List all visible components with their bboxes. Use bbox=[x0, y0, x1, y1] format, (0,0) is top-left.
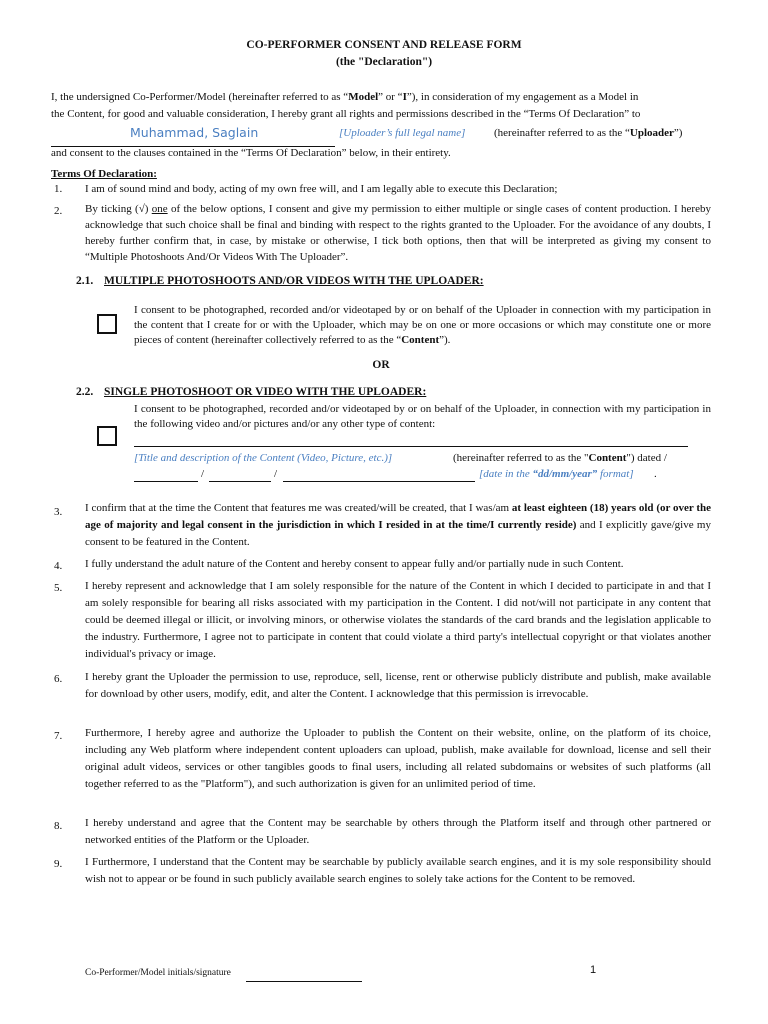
clause-8-text: I hereby understand and agree that the Content may be searchable by others through the Platform itself and through other partnered or networked entities of the Platform or the Uploader. bbox=[85, 817, 711, 846]
clause-3-text-a: I confirm that at the time the Content that features me was created/will be created, that I was/am bbox=[85, 502, 512, 514]
form-subtitle: (the "Declaration") bbox=[335, 56, 433, 68]
section-2-2-title: SINGLE PHOTOSHOOT OR VIDEO WITH THE UPLOADER: bbox=[104, 386, 427, 398]
clause-6-text: I hereby grant the Uploader the permission to use, reproduce, sell, license, rent or otherwise publicly distribute and publish, make available for download by other users, modify, edit, and alter the Content. I acknowledge that this permission is irrevocable. bbox=[85, 671, 711, 700]
uploader-name-field[interactable]: Muhammad, Saglain bbox=[130, 125, 259, 140]
clause-4-text: I fully understand the adult nature of the Content and hereby consent to appear fully and/or partially nude in such Content. bbox=[85, 558, 624, 570]
clause-2-text bbox=[85, 201, 711, 265]
uploader-term: Uploader bbox=[629, 127, 674, 139]
intro-line-2: the Content, for good and valuable consideration, I hereby grant all rights and permissions described in the “Terms Of Declaration” to bbox=[51, 108, 641, 120]
clause-7-number: 7. bbox=[54, 730, 63, 742]
clause-7-text: Furthermore, I hereby agree and authorize the Uploader to publish the Content on their website, online, on the platform of its choice, including any Web platform where independent content uploaders can upload, publish, make available for download, license and sell their original adult videos, services or other tangibles goods to final users, including all related subdomains or websites of such platforms (all together referred to as the "Platform"), and such authorization is given for an unlimited period of time. bbox=[85, 727, 711, 790]
clause-3-text-b: and I explicitly gave/give my consent to be featured in the Content. bbox=[85, 519, 711, 548]
initials-signature-line[interactable] bbox=[246, 981, 362, 982]
clause-2-one: one bbox=[151, 203, 168, 215]
clause-8-number: 8. bbox=[54, 820, 63, 832]
date-hint-a: [date in the bbox=[479, 468, 533, 480]
clause-5-text: I hereby represent and acknowledge that I am solely responsible for the nature of the Content in which I decided to participate in and that I am solely responsible for bearing all risks associated with my participation in the Content. I did not/will not participate in any content that could be deemed illegal or illicit, or involving minors, or otherwise violates the standards of the card brands and the legislation applicable to the industry. Furthermore, I agree not to participate in content that could violate a third party's intellectual copyright or that violates another individual's privacy or image. bbox=[85, 580, 711, 660]
intro-line-1 bbox=[51, 89, 711, 106]
section-2-1-text-b: ”). bbox=[439, 334, 451, 346]
intro-text: (hereinafter referred to as the “ bbox=[494, 127, 630, 139]
clause-5-number: 5. bbox=[54, 582, 63, 594]
date-hint-c: format] bbox=[597, 468, 634, 480]
section-2-1-text bbox=[134, 303, 711, 348]
form-title: CO-PERFORMER CONSENT AND RELEASE FORM bbox=[246, 39, 522, 51]
clause-9-text: I Furthermore, I understand that the Content may be searchable by publicly available search engines, and it is my sole responsibility should wish not to appear or be found in such publicly available search engines to solely take actions for the Content to be removed. bbox=[85, 856, 711, 885]
uploader-name-hint: [Uploader’s full legal name] bbox=[339, 127, 466, 139]
page-number: 1 bbox=[590, 964, 597, 976]
date-year-line[interactable] bbox=[283, 481, 475, 482]
intro-text: I, the undersigned Co-Performer/Model (hereinafter referred to as “ bbox=[51, 91, 349, 103]
clause-2-number: 2. bbox=[54, 205, 63, 217]
clause-3-number: 3. bbox=[54, 506, 63, 518]
clause-3-text bbox=[85, 500, 711, 551]
clause-3-age-statement: at least eighteen (18) years old (or over the age of majority and legal consent in the jurisdiction in which I resided in at the time/I currently reside) bbox=[85, 502, 711, 531]
content-term: Content bbox=[401, 334, 440, 346]
intro-line-4: and consent to the clauses contained in the “Terms Of Declaration” below, in their entirety. bbox=[51, 147, 451, 159]
date-format-hint bbox=[479, 466, 634, 483]
date-month-line[interactable] bbox=[209, 481, 271, 482]
clause-1-text: I am of sound mind and body, acting of my own free will, and I am legally able to execute this Declaration; bbox=[85, 183, 558, 195]
clause-9-number: 9. bbox=[54, 858, 63, 870]
i-term: I bbox=[402, 91, 407, 103]
content-term: Content bbox=[588, 452, 627, 464]
content-description-hint: [Title and description of the Content (Video, Picture, etc.)] bbox=[134, 452, 393, 464]
clause-1-number: 1. bbox=[54, 183, 63, 195]
section-2-1-number: 2.1. bbox=[76, 275, 94, 287]
clause-2-text-a: By ticking (√) bbox=[85, 203, 149, 215]
date-slash-2: / bbox=[274, 468, 278, 480]
section-2-2-text-c: ") dated / bbox=[626, 452, 667, 464]
section-2-1-title: MULTIPLE PHOTOSHOOTS AND/OR VIDEOS WITH THE UPLOADER: bbox=[104, 275, 484, 287]
date-period: . bbox=[654, 468, 657, 480]
terms-heading: Terms Of Declaration: bbox=[51, 168, 157, 180]
clause-4-number: 4. bbox=[54, 560, 63, 572]
model-term: Model bbox=[348, 91, 379, 103]
section-2-2-number: 2.2. bbox=[76, 386, 94, 398]
content-description-line[interactable] bbox=[134, 446, 688, 447]
intro-text: ”) bbox=[673, 127, 683, 139]
multiple-content-checkbox[interactable] bbox=[97, 314, 117, 334]
date-slash-1: / bbox=[201, 468, 205, 480]
section-2-2-text-b-part: (hereinafter referred to as the " bbox=[453, 452, 589, 464]
single-content-checkbox[interactable] bbox=[97, 426, 117, 446]
or-separator: OR bbox=[372, 359, 390, 371]
date-day-line[interactable] bbox=[134, 481, 198, 482]
intro-text: ” or “ bbox=[378, 91, 403, 103]
section-2-1-text-a: I consent to be photographed, recorded and/or videotaped by or on behalf of the Uploader in connection with my participation in the content that I create for or with the Uploader, which may be on one or more occasions or which may constitute one or more pieces of content (hereinafter collectively referred to as the “ bbox=[134, 304, 711, 346]
date-hint-b: “dd/mm/year” bbox=[532, 468, 598, 480]
section-2-2-text: I consent to be photographed, recorded and/or videotaped by or on behalf of the Uploader, in connection with my participation in the following video and/or pictures and/or any other type of content: bbox=[134, 403, 711, 430]
intro-text: ”), in consideration of my engagement as a Model in bbox=[406, 91, 639, 103]
clause-2-text-b: of the below options, I consent and give my permission to either multiple or single cases of content production. I hereby acknowledge that such choice shall be final and binding with respect to the rights granted to the Uploader. For the avoidance of any doubts, I hereby further confirm that, in case, by mistake or otherwise, I tick both options, then that will be interpreted as giving my consent to “Multiple Photoshoots And/Or Videos With The Uploader”. bbox=[85, 203, 711, 263]
clause-6-number: 6. bbox=[54, 673, 63, 685]
section-2-2-text-b bbox=[453, 450, 711, 467]
intro-line-3 bbox=[494, 125, 712, 142]
initials-signature-label: Co-Performer/Model initials/signature bbox=[85, 968, 231, 978]
